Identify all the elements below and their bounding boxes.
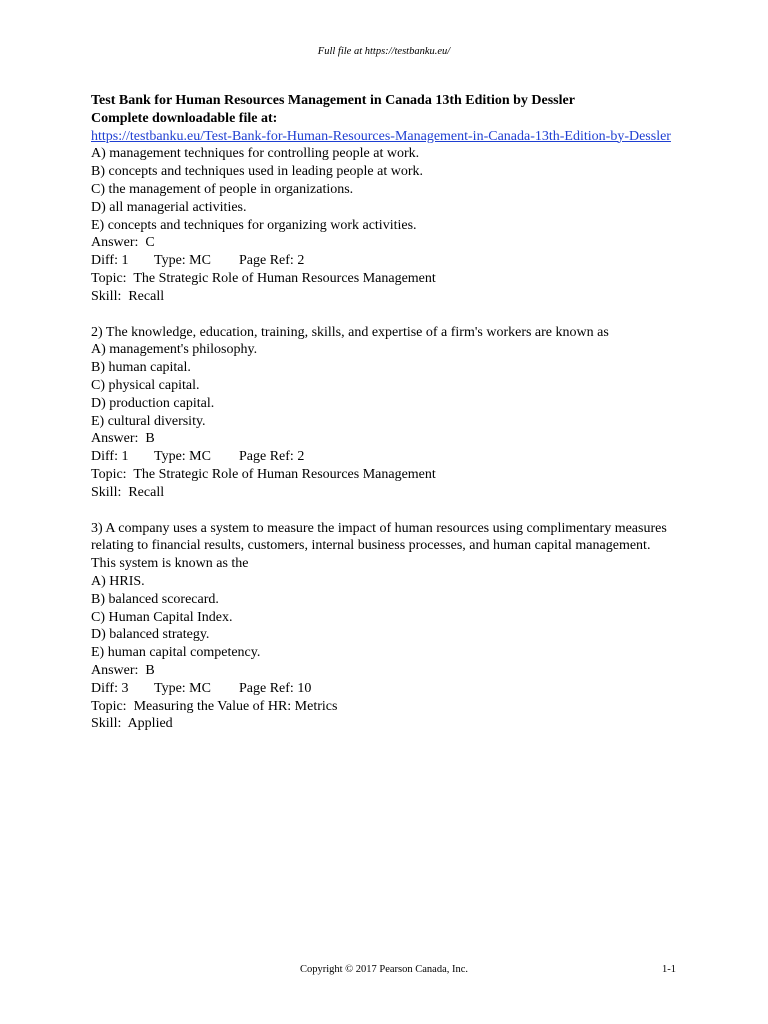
skill: Skill: Recall — [91, 288, 165, 304]
topic: Topic: The Strategic Role of Human Resources Management — [91, 270, 436, 286]
option-e: E) concepts and techniques for organizing work activities. — [91, 217, 417, 233]
question-3 — [91, 520, 691, 734]
page-reference: Page Ref: 10 — [239, 680, 312, 696]
question-2 — [91, 324, 691, 502]
option-c: C) the management of people in organizations. — [91, 181, 354, 197]
option-b: B) human capital. — [91, 360, 191, 376]
question-stem: 3) A company uses a system to measure the impact of human resources using complimentary measures relating to financial results, customers, internal business processes, and human capital management. This system is known as the — [91, 520, 667, 572]
download-link[interactable]: https://testbanku.eu/Test-Bank-for-Human-Resources-Management-in-Canada-13th-Edition-by-Dessler — [91, 128, 671, 144]
option-c: C) Human Capital Index. — [91, 609, 233, 625]
skill: Skill: Recall — [91, 484, 165, 500]
question-1 — [91, 145, 691, 305]
skill: Skill: Applied — [91, 716, 173, 732]
answer: Answer: B — [91, 431, 155, 447]
page-header: Full file at https://testbanku.eu/ — [317, 46, 451, 57]
question-type: Type: MC — [154, 680, 211, 696]
option-d: D) production capital. — [91, 395, 215, 411]
page-reference: Page Ref: 2 — [239, 253, 305, 269]
topic: Topic: The Strategic Role of Human Resources Management — [91, 466, 436, 482]
question-meta — [91, 252, 691, 270]
page-reference: Page Ref: 2 — [239, 449, 305, 465]
option-a: A) management's philosophy. — [91, 342, 258, 358]
option-a: A) management techniques for controlling people at work. — [91, 146, 420, 162]
question-meta — [91, 680, 691, 698]
document-body — [91, 92, 691, 733]
page-number: 1-1 — [662, 964, 676, 975]
document-subtitle: Complete downloadable file at: — [91, 110, 278, 126]
question-meta — [91, 448, 691, 466]
option-d: D) all managerial activities. — [91, 199, 247, 215]
footer-copyright: Copyright © 2017 Pearson Canada, Inc. — [299, 964, 469, 975]
option-d: D) balanced strategy. — [91, 627, 210, 643]
option-b: B) concepts and techniques used in leading people at work. — [91, 164, 424, 180]
option-c: C) physical capital. — [91, 377, 200, 393]
option-a: A) HRIS. — [91, 573, 145, 589]
question-stem: 2) The knowledge, education, training, skills, and expertise of a firm's workers are known as — [91, 324, 609, 340]
question-type: Type: MC — [154, 253, 211, 269]
difficulty: Diff: 1 — [91, 253, 129, 269]
document-title: Test Bank for Human Resources Management in Canada 13th Edition by Dessler — [91, 93, 575, 108]
question-type: Type: MC — [154, 449, 211, 465]
answer: Answer: C — [91, 235, 155, 251]
option-b: B) balanced scorecard. — [91, 591, 219, 607]
option-e: E) human capital competency. — [91, 645, 261, 661]
topic: Topic: Measuring the Value of HR: Metrics — [91, 698, 338, 714]
option-e: E) cultural diversity. — [91, 413, 206, 429]
difficulty: Diff: 3 — [91, 680, 129, 696]
answer: Answer: B — [91, 662, 155, 678]
difficulty: Diff: 1 — [91, 449, 129, 465]
